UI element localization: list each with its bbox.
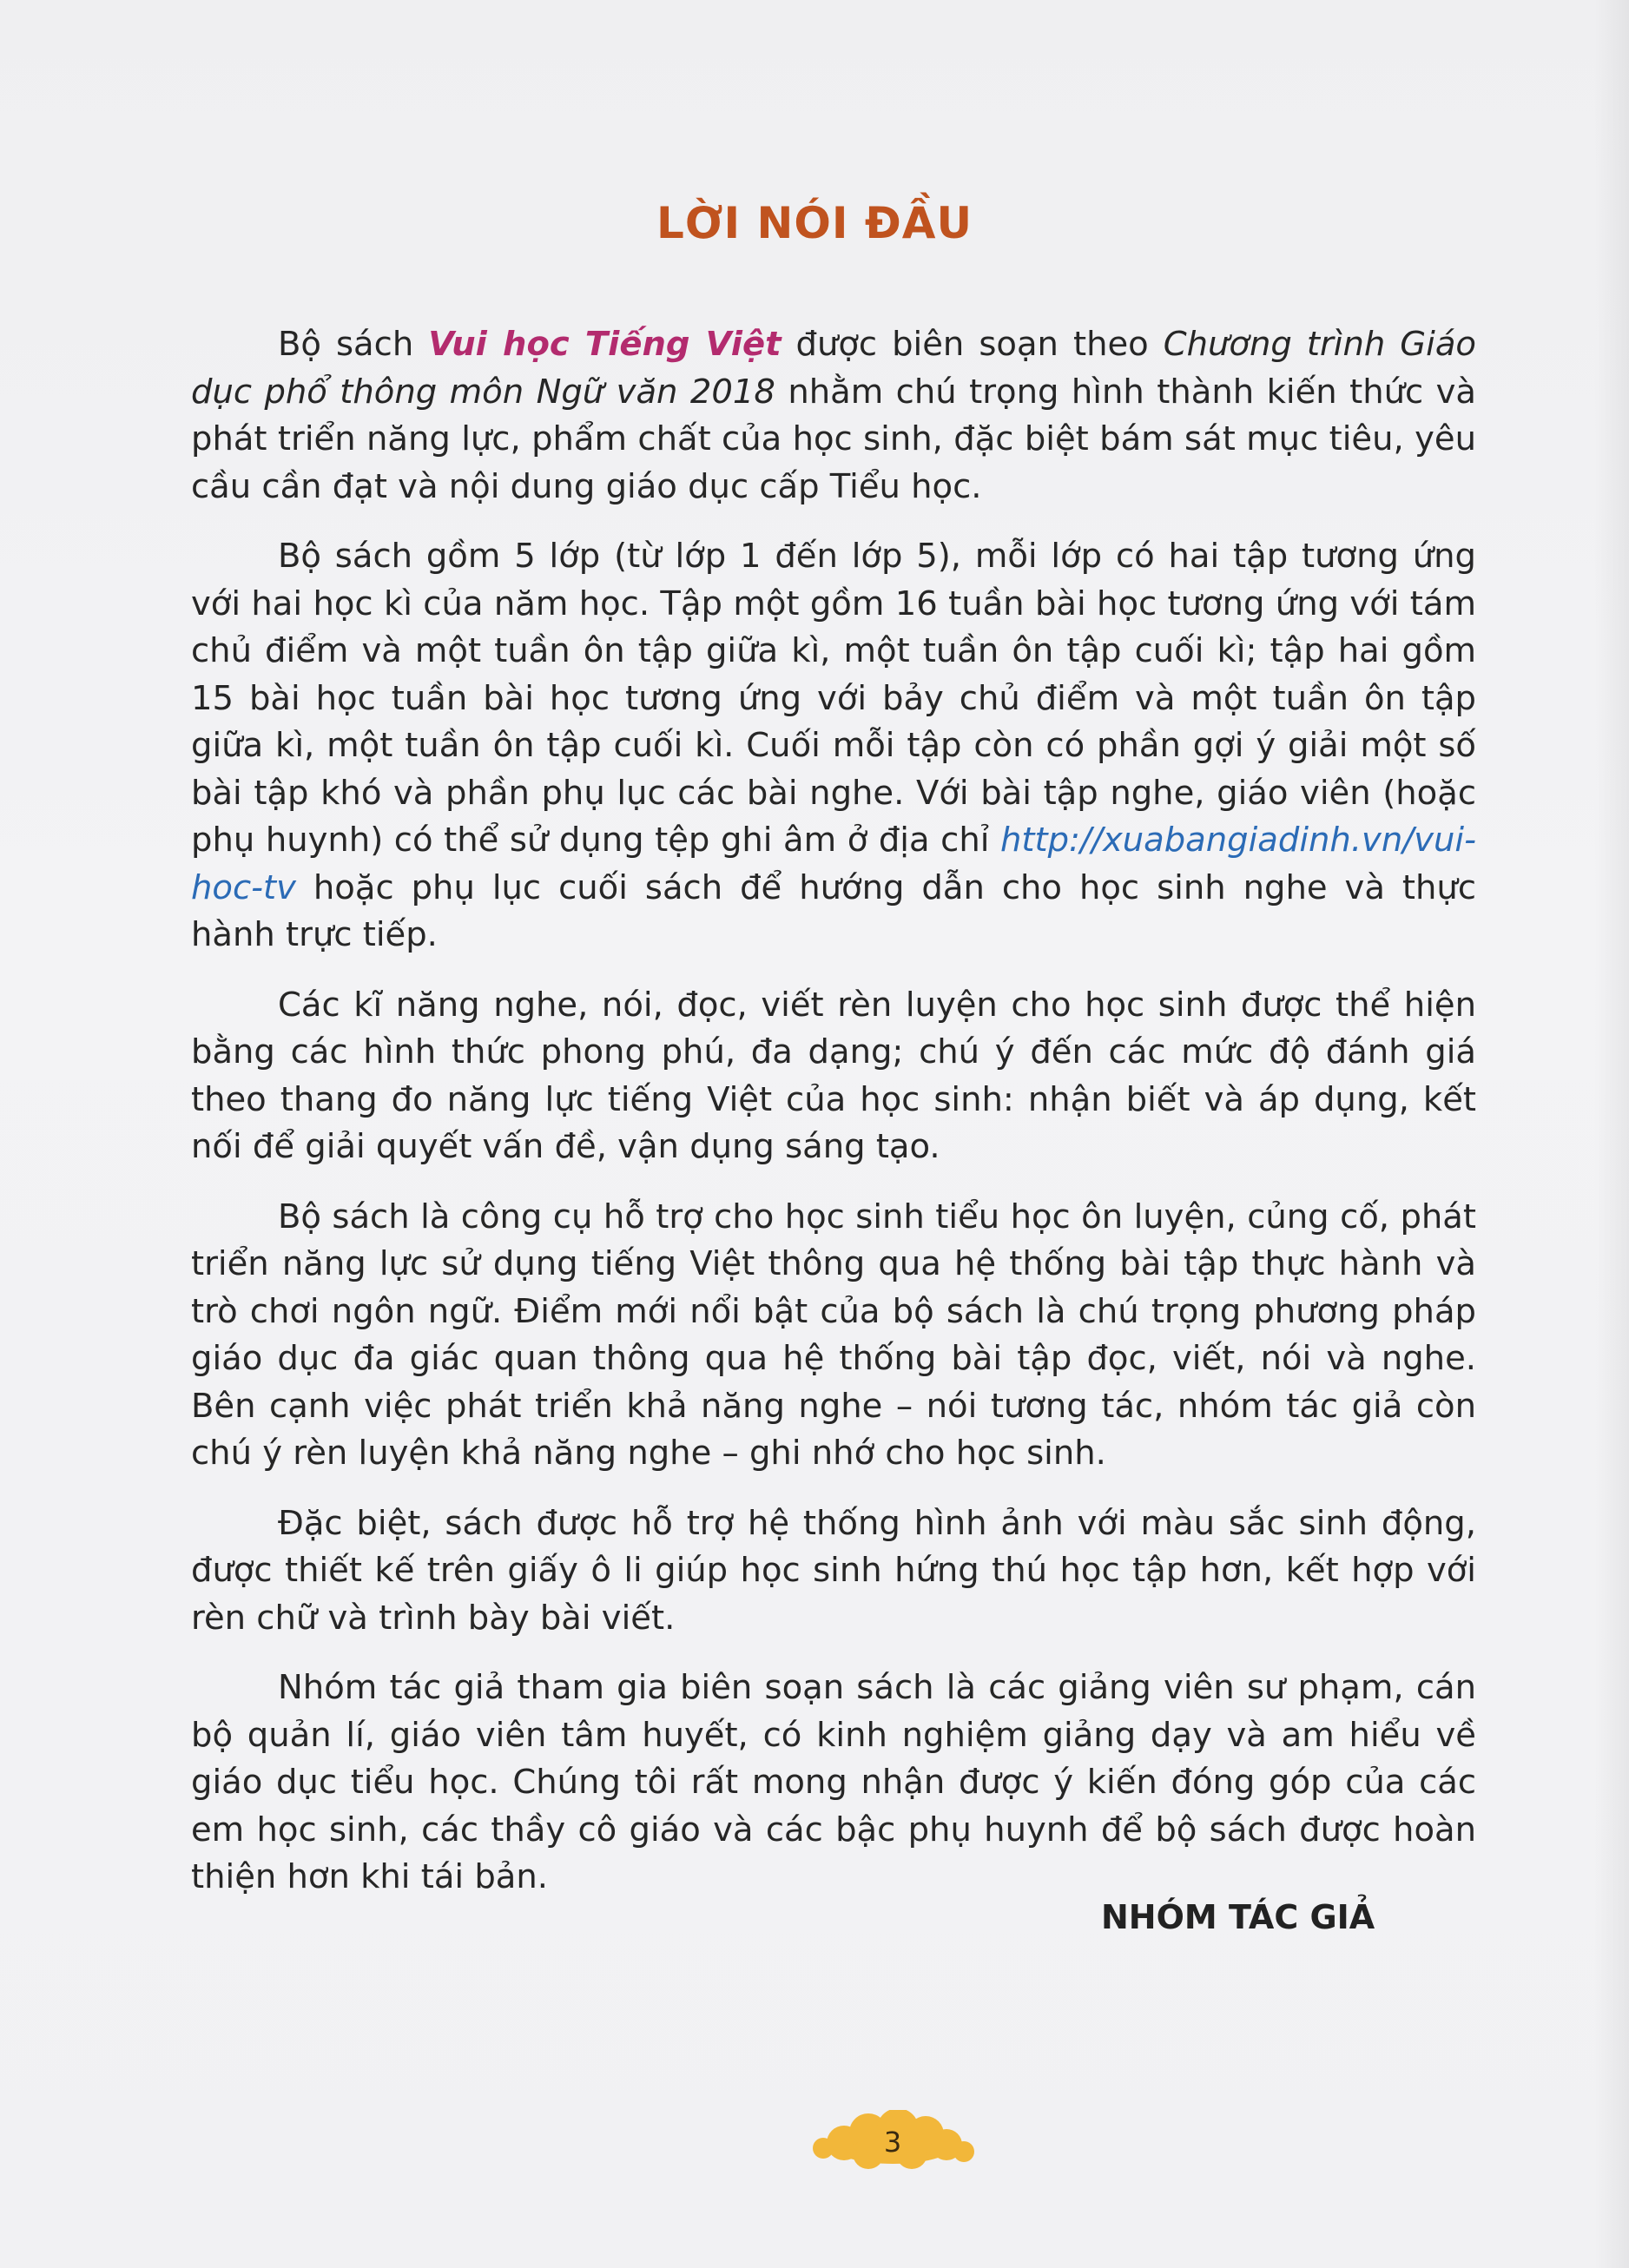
page-number: 3 (883, 2126, 902, 2159)
paragraph-images: Đặc biệt, sách được hỗ trợ hệ thống hình ảnh với màu sắc sinh động, được thiết kế trên giấy ô li giúp học sinh hứng thú học tập hơn, kết hợp với rèn chữ và trình bày bài viết. (191, 1503, 1476, 1638)
preface-body (191, 321, 1476, 1924)
curriculum-name: Chương trình Giáo dục phổ thông môn Ngữ văn 2018 (191, 325, 1476, 412)
author-signature: NHÓM TÁC GIẢ (1101, 1898, 1375, 1936)
paragraph-skills: Các kĩ năng nghe, nói, đọc, viết rèn luyện cho học sinh được thể hiện bằng các hình thức phong phú, đa dạng; chú ý đến các mức độ đánh giá theo thang đo năng lực tiếng Việt của học sinh: nhận biết và áp dụng, kết nối để giải quyết vấn đề, vận dụng sáng tạo. (191, 985, 1476, 1166)
structure-tail-text: hoặc phụ lục cuối sách để hướng dẫn cho học sinh nghe và thực hành trực tiếp. (191, 867, 1476, 954)
page-title: LỜI NÓI ĐẦU (656, 198, 973, 248)
intro-mid-text: được biên soạn theo (781, 325, 1164, 364)
paragraph-structure (191, 533, 1476, 959)
page-number-badge (808, 2110, 978, 2172)
paragraph-intro (191, 321, 1476, 511)
intro-tail-text: nhằm chú trọng hình thành kiến thức và phát triển năng lực, phẩm chất của học sinh, đặc biệt bám sát mục tiêu, yêu cầu cần đạt và nội dung giáo dục cấp Tiểu học. (191, 372, 1476, 506)
paragraph-authors: Nhóm tác giả tham gia biên soạn sách là các giảng viên sư phạm, cán bộ quản lí, giáo viên tâm huyết, có kinh nghiệm giảng dạy và am hiểu về giáo dục tiểu học. Chúng tôi rất mong nhận được ý kiến đóng góp của các em học sinh, các thầy cô giáo và các bậc phụ huynh để bộ sách được hoàn thiện hơn khi tái bản. (191, 1668, 1476, 1896)
audio-link[interactable]: http://xuabangiadinh.vn/vui-hoc-tv (191, 821, 1476, 907)
paragraph-tool: Bộ sách là công cụ hỗ trợ cho học sinh tiểu học ôn luyện, củng cố, phát triển năng lực sử dụng tiếng Việt thông qua hệ thống bài tập thực hành và trò chơi ngôn ngữ. Điểm mới nổi bật của bộ sách là chú trọng phương pháp giáo dục đa giác quan thông qua hệ thống bài tập đọc, viết, nói và nghe. Bên cạnh việc phát triển khả năng nghe – nói tương tác, nhóm tác giả còn chú ý rèn luyện khả năng nghe – ghi nhớ cho học sinh. (191, 1197, 1476, 1473)
intro-lead-text: Bộ sách (278, 325, 429, 364)
page-edge-shadow (1594, 0, 1629, 2268)
book-series-title: Vui học Tiếng Việt (428, 325, 782, 364)
structure-text: Bộ sách gồm 5 lớp (từ lớp 1 đến lớp 5), mỗi lớp có hai tập tương ứng với hai học kì của năm học. Tập một gồm 16 tuần bài học tương ứng với tám chủ điểm và một tuần ôn tập giữa kì, một tuần ôn tập cuối kì; tập hai gồm 15 bài học tuần bài học tương ứng với bảy chủ điểm và một tuần ôn tập giữa kì, một tuần ôn tập cuối kì. Cuối mỗi tập còn có phần gợi ý giải một số bài tập khó và phần phụ lục các bài nghe. Với bài tập nghe, giáo viên (hoặc phụ huynh) có thể sử dụng tệp ghi âm ở địa chỉ (191, 537, 1476, 860)
